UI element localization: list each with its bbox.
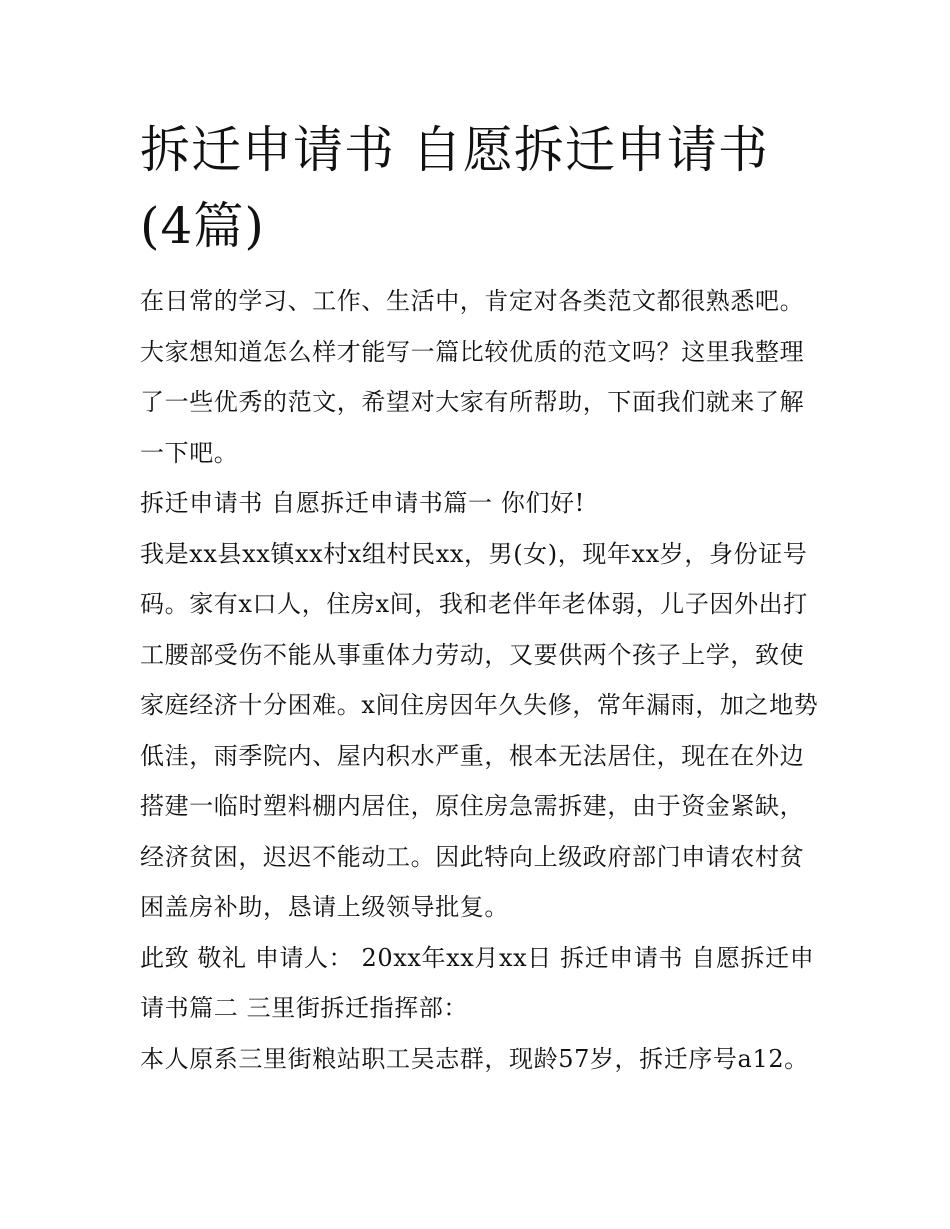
section-one-heading: 拆迁申请书 自愿拆迁申请书篇一 你们好!: [140, 489, 585, 517]
document-body: [140, 276, 820, 1084]
section-two-paragraph: 本人原系三里街粮站职工吴志群，现龄57岁，拆迁序号a12。: [140, 1044, 809, 1073]
application-paragraph: 我是xx县xx镇xx村x组村民xx，男(女)，现年xx岁，身份证号码。家有x口人，住房x间，我和老伴年老体弱，儿子因外出打工腰部受伤不能从事重体力劳动，又要供两个孩子上学，致使家庭经济十分困难。x间住房因年久失修，常年漏雨，加之地势低洼，雨季院内、屋内积水严重，根本无法居住，现在在外边搭建一临时塑料棚内居住，原住房急需拆建，由于资金紧缺，经济贫困，迟迟不能动工。因此特向上级政府部门申请农村贫困盖房补助，恳请上级领导批复。: [140, 539, 819, 921]
document-title: 拆迁申请书 自愿拆迁申请书(4篇): [140, 121, 769, 255]
closing-paragraph: 此致 敬礼 申请人： 20xx年xx月xx日 拆迁申请书 自愿拆迁申请书篇二 三里街拆迁指挥部：: [140, 943, 815, 1022]
intro-paragraph: 在日常的学习、工作、生活中，肯定对各类范文都很熟悉吧。大家想知道怎么样才能写一篇比较优质的范文吗？这里我整理了一些优秀的范文，希望对大家有所帮助，下面我们就来了解一下吧。: [140, 287, 805, 467]
